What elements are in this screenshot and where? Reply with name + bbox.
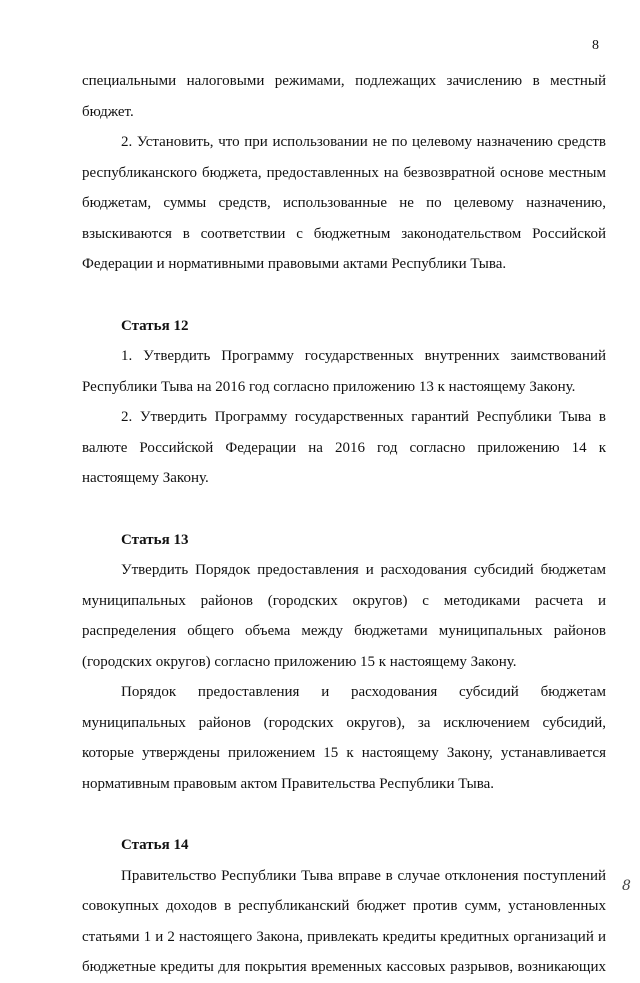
paragraph: Утвердить Порядок предоставления и расходования субсидий бюджетам муниципальных районов (городских округов) с методиками расчета и распределения общего объема между бюджетами муниципальных районов (городских округов) согласно приложению 15 к настоящему Закону.: [82, 562, 606, 670]
paragraph: 1. Утвердить Программу государственных внутренних заимствований Республики Тыва на 2016 год согласно приложению 13 к настоящему Закону.: [82, 348, 606, 395]
paragraph: Правительство Республики Тыва вправе в случае отклонения поступлений совокупных доходов в республиканский бюджет против сумм, установленных статьями 1 и 2 настоящего Закона, привлекать кредиты кредитных организаций и бюджетные кредиты для покрытия временных кассовых разрывов, возникающих: [82, 867, 606, 975]
document-body: [82, 66, 606, 983]
paragraph: Порядок предоставления и расходования субсидий бюджетам муниципальных районов (городских округов), за исключением субсидий, которые утверждены приложением 15 к настоящему Закону, устанавливается нормативным правовым актом Правительства Республики Тыва.: [82, 684, 606, 792]
article-heading: Статья 12: [121, 317, 189, 334]
handwritten-page-mark: 8: [622, 878, 631, 894]
paragraph: 2. Установить, что при использовании не по целевому назначению средств республиканского бюджета, предоставленных на безвозвратной основе местным бюджетам, суммы средств, использованные не по целевому назначению, взыскиваются в соответствии с бюджетным законодательством Российской Федерации и нормативными правовыми актами Республики Тыва.: [82, 134, 606, 272]
page-number: 8: [592, 38, 599, 53]
paragraph: 2. Утвердить Программу государственных гарантий Республики Тыва в валюте Российской Федерации на 2016 год согласно приложению 14 к настоящему Закону.: [82, 409, 606, 486]
article-heading: Статья 14: [121, 837, 189, 853]
article-heading: Статья 13: [121, 531, 189, 548]
paragraph: специальными налоговыми режимами, подлежащих зачислению в местный бюджет.: [82, 73, 606, 120]
